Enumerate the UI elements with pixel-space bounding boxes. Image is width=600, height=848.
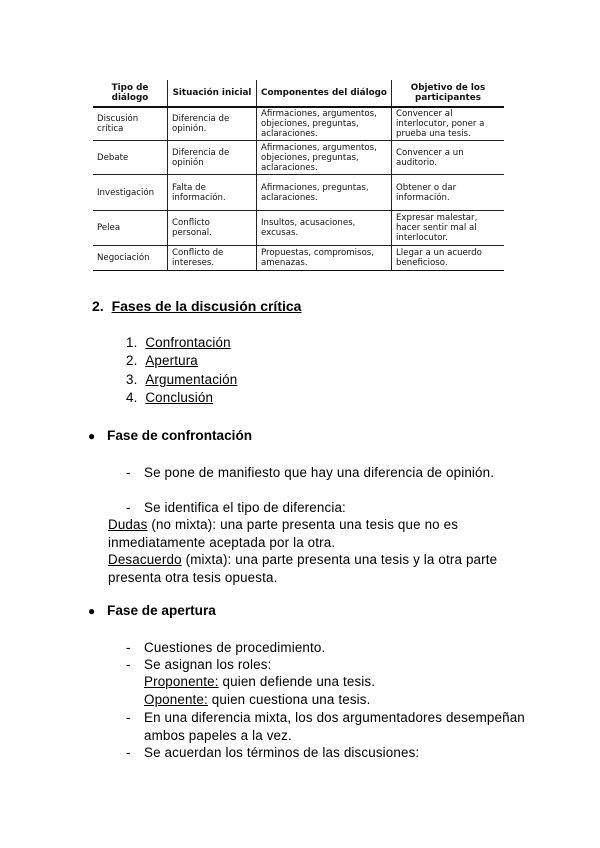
table-row <box>93 107 504 141</box>
phase-list-item <box>126 353 198 368</box>
table-cell: Negociación <box>93 246 168 271</box>
list-number: 4. <box>126 390 138 405</box>
phase-list-item <box>126 335 231 350</box>
section-number: 2. <box>92 298 104 314</box>
phase-link-argumentacion[interactable]: Argumentación <box>145 372 238 387</box>
phase-link-apertura[interactable]: Apertura <box>145 353 198 368</box>
table-cell: Debate <box>93 141 168 175</box>
apertura-item-4: Se acuerdan los términos de las discusiones: <box>144 745 420 760</box>
table-cell: Afirmaciones, argumentos, objeciones, preguntas, aclaraciones. <box>257 107 392 141</box>
section-heading <box>92 298 301 314</box>
table-cell: Afirmaciones, argumentos, objeciones, preguntas, aclaraciones. <box>257 141 392 175</box>
dash-icon: - <box>126 500 131 515</box>
section-title: Fases de la discusión crítica <box>111 298 302 314</box>
oponente-text: quien cuestiona una tesis. <box>207 692 371 707</box>
phase-list-item <box>126 390 213 405</box>
table-header-cell: Situación inicial <box>168 80 257 107</box>
dash-icon: - <box>126 710 131 725</box>
list-number: 3. <box>126 372 138 387</box>
table-header-cell: Objetivo de los participantes <box>392 80 505 107</box>
confrontacion-item-1: Se pone de manifiesto que hay una diferencia de opinión. <box>144 465 495 480</box>
table-cell: Llegar a un acuerdo beneficioso. <box>392 246 505 271</box>
bullet-icon: ● <box>88 604 96 618</box>
table-cell: Falta de información. <box>168 175 257 211</box>
dudas-text: (no mixta): una parte presenta una tesis que no es <box>147 517 459 532</box>
table-row <box>93 246 504 271</box>
dash-icon: - <box>126 465 131 480</box>
dialog-types-table <box>93 80 504 271</box>
table-cell: Diferencia de opinión. <box>168 107 257 141</box>
proponente-line <box>144 674 375 689</box>
table-cell: Convencer a un auditorio. <box>392 141 505 175</box>
phase-link-confrontacion[interactable]: Confrontación <box>145 335 231 350</box>
table-cell: Pelea <box>93 211 168 246</box>
table-cell: Conflicto de intereses. <box>168 246 257 271</box>
phase-link-conclusion[interactable]: Conclusión <box>145 390 214 405</box>
confrontacion-title: Fase de confrontación <box>107 428 253 443</box>
apertura-heading <box>88 603 216 618</box>
confrontacion-heading <box>88 428 252 443</box>
apertura-item-3-continued: ambos papeles a la vez. <box>144 728 292 743</box>
table-row <box>93 211 504 246</box>
table-cell: Investigación <box>93 175 168 211</box>
list-number: 1. <box>126 335 138 350</box>
desacuerdo-line <box>108 552 497 567</box>
table-cell: Propuestas, compromisos, amenazas. <box>257 246 392 271</box>
table-header-cell: Tipo de diálogo <box>93 80 168 107</box>
table-header-row <box>93 80 504 107</box>
table-cell: Afirmaciones, preguntas, aclaraciones. <box>257 175 392 211</box>
desacuerdo-text: (mixta): una parte presenta una tesis y la otra parte <box>181 552 498 567</box>
table-row <box>93 175 504 211</box>
apertura-item-3: En una diferencia mixta, los dos argumentadores desempeñan <box>144 710 525 725</box>
oponente-term: Oponente: <box>144 692 208 707</box>
table-cell: Obtener o dar información. <box>392 175 505 211</box>
dash-icon: - <box>126 640 131 655</box>
table-header-cell: Componentes del diálogo <box>257 80 392 107</box>
list-number: 2. <box>126 353 138 368</box>
bullet-icon: ● <box>88 429 96 443</box>
dudas-term: Dudas <box>108 517 148 532</box>
apertura-title: Fase de apertura <box>107 603 216 618</box>
apertura-item-2: Se asignan los roles: <box>144 657 272 672</box>
table-row <box>93 141 504 175</box>
desacuerdo-term: Desacuerdo <box>108 552 182 567</box>
table-cell: Insultos, acusaciones, excusas. <box>257 211 392 246</box>
proponente-term: Proponente: <box>144 674 219 689</box>
dudas-text-continued: inmediatamente aceptada por la otra. <box>108 535 336 550</box>
table-cell: Convencer al interlocutor, poner a prueba una tesis. <box>392 107 505 141</box>
table-cell: Expresar malestar, hacer sentir mal al interlocutor. <box>392 211 505 246</box>
apertura-item-1: Cuestiones de procedimiento. <box>144 640 326 655</box>
table-cell: Diferencia de opinión <box>168 141 257 175</box>
oponente-line <box>144 692 371 707</box>
confrontacion-item-2: Se identifica el tipo de diferencia: <box>144 500 346 515</box>
dash-icon: - <box>126 657 131 672</box>
proponente-text: quien defiende una tesis. <box>218 674 376 689</box>
table-cell: Discusión crítica <box>93 107 168 141</box>
dudas-line <box>108 517 458 532</box>
table-cell: Conflicto personal. <box>168 211 257 246</box>
phase-list-item <box>126 372 237 387</box>
dash-icon: - <box>126 745 131 760</box>
desacuerdo-text-continued: presenta otra tesis opuesta. <box>108 570 278 585</box>
